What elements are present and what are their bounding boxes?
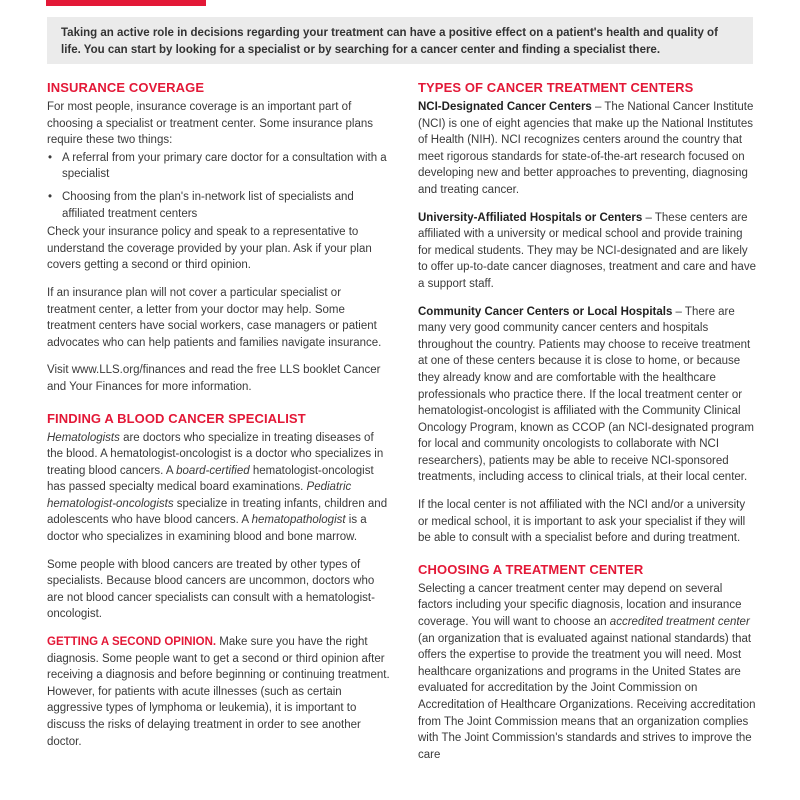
insurance-p2: Check your insurance policy and speak to a representative to understand the coverage provided by your plan. Ask if your plan covers getting a second or third opinion. xyxy=(47,226,372,272)
local-center-paragraph: If the local center is not affiliated with the NCI and/or a university or medical school, it is important to ask your specialist if they will be able to consult with a specialist before and during treatment. xyxy=(418,499,746,545)
intro-text: Taking an active role in decisions regarding your treatment can have a positive effect on a patient's health and quality of life. You can start by looking for a specialist or by searching for a cancer center and finding a specialist there. xyxy=(61,27,718,56)
specialist-p1-text-1: are doctors who specialize in treating diseases of the blood. A hematologist-oncologist is a doctor who specializes in treating blood cancers. A xyxy=(47,431,384,477)
insurance-bullet-list xyxy=(47,150,390,222)
right-column xyxy=(418,80,758,774)
specialist-p1 xyxy=(47,430,390,546)
term-board-certified: board-certified xyxy=(176,464,250,477)
section-insurance xyxy=(47,80,390,396)
term-pediatric: Pediatric hematologist-oncologists xyxy=(47,481,352,510)
intro-callout xyxy=(47,17,753,64)
section-choosing xyxy=(418,562,758,764)
choosing-text-1: Selecting a cancer treatment center may depend on several factors including your specific diagnosis, location and insurance coverage. You will want to choose an xyxy=(418,582,742,629)
choosing-paragraph xyxy=(418,581,758,764)
community-lead: Community Cancer Centers or Local Hospitals xyxy=(418,305,673,318)
specialist-p1-text-4: is a doctor who specializes in examining blood and bone marrow. xyxy=(47,514,367,544)
second-opinion-lead: GETTING A SECOND OPINION. xyxy=(47,636,217,649)
left-column xyxy=(47,80,390,761)
community-paragraph xyxy=(418,304,758,487)
heading-choosing-center: CHOOSING A TREATMENT CENTER xyxy=(418,561,644,577)
heading-finding-specialist: FINDING A BLOOD CANCER SPECIALIST xyxy=(47,410,306,426)
section-types xyxy=(418,80,758,547)
heading-insurance-coverage: INSURANCE COVERAGE xyxy=(47,80,205,95)
university-paragraph xyxy=(418,210,758,293)
header-accent-bar xyxy=(46,0,206,6)
term-hematologists: Hematologists xyxy=(47,431,120,444)
term-hematopathologist: hematopathologist xyxy=(251,514,346,527)
term-accredited-center: accredited treatment center xyxy=(609,616,750,629)
insurance-p4: Visit www.LLS.org/finances and read the free LLS booklet Cancer and Your Finances for more information. xyxy=(47,364,381,393)
second-opinion-body: Make sure you have the right diagnosis. Some people want to get a second or third opinion after receiving a diagnosis and before beginning or continuing treatment. However, for patients with acute illnesses (such as certain aggressive types of lymphoma or leukemia), it is important to discuss the risks of delaying treatment in order to see another doctor. xyxy=(47,636,390,748)
nci-lead: NCI-Designated Cancer Centers xyxy=(418,101,592,113)
heading-types-of-centers: TYPES OF CANCER TREATMENT CENTERS xyxy=(418,80,694,95)
specialist-p1-text-2: hematologist-oncologist has passed specialty medical board examinations. xyxy=(47,464,374,494)
specialist-p1-text-3: specialize in treating infants, children and adolescents who have blood cancers. A xyxy=(47,497,388,527)
university-lead: University-Affiliated Hospitals or Centers xyxy=(418,211,643,224)
insurance-bullet-referral: • A referral from your primary care doctor for a consultation with a specialist xyxy=(62,150,390,183)
second-opinion-paragraph xyxy=(47,634,390,750)
university-body: – These centers are affiliated with a university or medical school and provide training for medical students. They may be NCI-designated and are likely to offer up-to-date cancer diagnoses, treatment and care and have a support staff. xyxy=(418,211,756,290)
insurance-p1: For most people, insurance coverage is an important part of choosing a specialist or treatment center. Some insurance plans require these two things: xyxy=(47,101,374,147)
nci-paragraph xyxy=(418,99,758,199)
community-body: – There are many very good community cancer centers and hospitals throughout the country. Patients may choose to receive treatment at one of these centers because it is close to home, or because they already know and are comfortable with the healthcare professionals who practice there. If the local treatment center or hematologist-oncologist is affiliated with the Community Clinical Oncology Program, known as CCOP (an NCI-designated program for local and community oncologists to collaborate with NCI researchers), patients may be able to receive NCI-sponsored treatments, including access to clinical trials, at their local center. xyxy=(418,305,754,484)
section-specialist xyxy=(47,411,390,751)
nci-body: – The National Cancer Institute (NCI) is one of eight agencies that make up the National Institutes of Health (NIH). NCI recognizes centers around the country that meet rigorous standards for state-of-the-art research focused on developing new and better approaches to preventing, diagnosing and treating cancer. xyxy=(418,101,754,196)
insurance-p3: If an insurance plan will not cover a particular specialist or treatment center, a letter from your doctor may help. Some treatment centers have social workers, case managers or patient advocates who can help patients and families navigate insurance. xyxy=(47,286,382,349)
insurance-bullet-in-network: • Choosing from the plan's in-network list of specialists and affiliated treatment centers xyxy=(62,189,390,222)
choosing-text-2: (an organization that is evaluated against national standards) that offers the expertise to provide the treatment you will need. Most healthcare organizations and programs in the United States are evaluated for accreditation by the Joint Commission on Accreditation of Healthcare Organizations. Receiving accreditation from The Joint Commission means that an organization complies with The Joint Commission's standards and strives to improve the care xyxy=(418,632,756,761)
specialist-p2: Some people with blood cancers are treated by other types of specialists. Because blood cancers are uncommon, doctors who are not blood cancer specialists can consult with a hematologist-oncologist. xyxy=(47,558,375,621)
